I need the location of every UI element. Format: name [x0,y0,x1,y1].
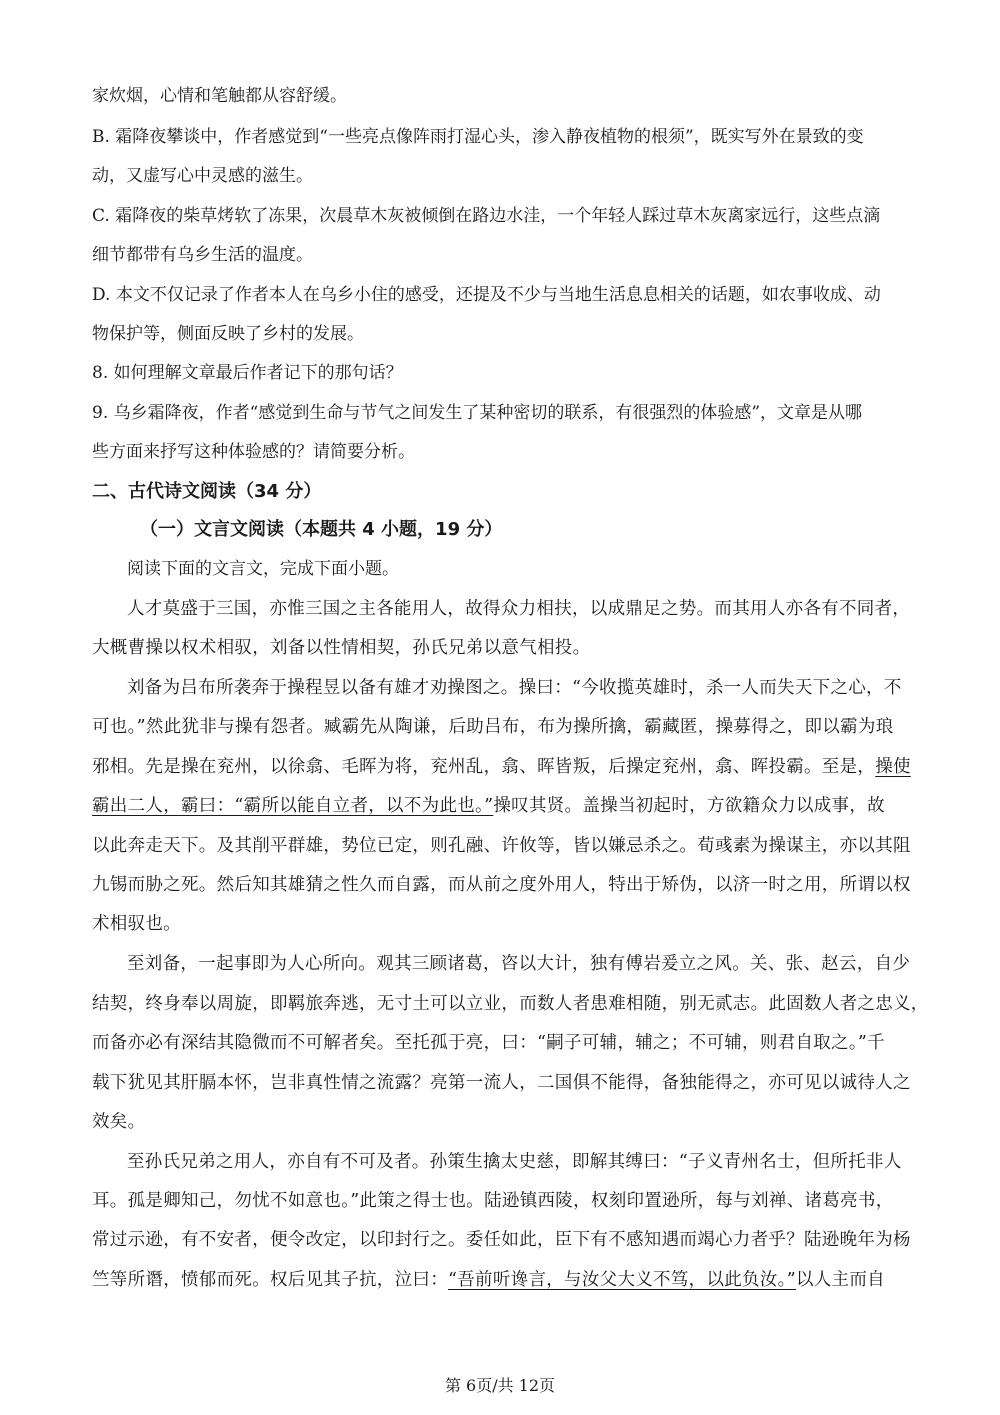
option-c: C. 霜降夜的柴草烤软了冻果，次晨草木灰被倾倒在路边水洼，一个年轻人踩过草木灰离家远行，这些点滴 [92,206,881,226]
option-b: B. 霜降夜攀谈中，作者感觉到“一些亮点像阵雨打湿心头，渗入静夜植物的根须”，既实写外在景致的变 [92,127,864,147]
passage-line: 耳。孤是卿知己，勿忧不如意也。”此策之得士也。陆逊镇西陵，权刻印置逊所，每与刘禅、诸葛亮书， [92,1191,894,1211]
passage-text: 以人主而自 [795,1270,885,1290]
passage-line: 至刘备，一起事即为人心所向。观其三顾诸葛，咨以大计，独有傅岩爰立之风。关、张、赵云，自少 [127,954,911,974]
passage-text: 邪相。先是操在兖州，以徐翕、毛晖为将，兖州乱，翕、晖皆叛，后操定兖州，翕、晖投霸。至是， [92,757,876,777]
option-c-continuation: 细节都带有乌乡生活的温度。 [92,245,313,265]
passage-text: 操叹其贤。盖操当初起时，方欲籍众力以成事，故 [493,796,885,816]
option-b-continuation: 动，又虚写心中灵感的滋生。 [92,166,313,186]
section-subtitle: （一）文言文阅读（本题共 4 小题，19 分） [140,519,503,540]
page-number: 第 6页/共 12页 [444,1376,556,1395]
passage-line: 而备亦必有深结其隐微而不可解者矣。至托孤于亮，曰：“嗣子可辅，辅之；不可辅，则君自取之。”千 [92,1033,885,1053]
underlined-sentence: 操使 [875,757,911,777]
passage-line: 大概曹操以权术相驭，刘备以性情相契，孙氏兄弟以意气相投。 [92,638,591,658]
question-9-continuation: 些方面来抒写这种体验感的？请简要分析。 [92,442,415,462]
passage-text: 竺等所谮，愤郁而死。权后见其子抗，泣曰： [92,1270,448,1290]
passage-line: 九锡而胁之死。然后知其雄猜之性久而自露，而从前之度外用人，特出于矫伪，以济一时之用，所谓以权 [92,875,911,895]
question-8: 8. 如何理解文章最后作者记下的那句话？ [92,363,403,383]
underlined-sentence: 霸出二人，霸曰：“霸所以能自立者，以不为此也。” [92,796,494,816]
passage-line [92,755,911,779]
option-d: D. 本文不仅记录了作者本人在乌乡小住的感受，还提及不少与当地生活息息相关的话题，如农事收成、动 [92,285,881,305]
passage-line [92,794,885,818]
passage-line: 效矣。 [92,1112,146,1132]
passage-line: 术相驭也。 [92,914,181,934]
section-title: 二、古代诗文阅读（34 分） [92,481,322,502]
passage-line: 至孙氏兄弟之用人，亦自有不可及者。孙策生擒太史慈，即解其缚曰：“子义青州名士，但所托非人 [127,1152,902,1172]
passage-line: 刘备为吕布所袭奔于操程昱以备有雄才劝操图之。操曰：“今收揽英雄时，杀一人而失天下之心，不 [127,678,902,698]
passage-line: 以此奔走天下。及其削平群雄，势位已定，则孔融、许攸等，皆以嫌忌杀之。荀彧素为操谋主，亦以其阻 [92,836,911,856]
passage-line: 结契，终身奉以周旋，即羁旅奔逃，无寸土可以立业，而数人者患难相随，别无贰志。此固数人者之忠义， [92,994,929,1014]
passage-line [92,1268,885,1292]
option-d-continuation: 物保护等，侧面反映了乡村的发展。 [92,324,364,344]
section-instruction: 阅读下面的文言文，完成下面小题。 [127,559,399,579]
passage-line: 载下犹见其肝膈本怀，岂非真性情之流露？亮第一流人，二国俱不能得，备独能得之，亦可见以诚待人之 [92,1073,911,1093]
underlined-sentence: “吾前听谗言，与汝父大义不笃，以此负汝。” [448,1270,796,1290]
passage-line: 人才莫盛于三国，亦惟三国之主各能用人，故得众力相扶，以成鼎足之势。而其用人亦各有不同者， [127,599,911,619]
question-9: 9. 乌乡霜降夜，作者“感觉到生命与节气之间发生了某种密切的联系，有很强烈的体验感”，文章是从哪 [92,403,863,423]
passage-line: 常过示逊，有不安者，便令改定，以印封行之。委任如此，臣下有不感知遇而竭心力者乎？陆逊晚年为杨 [92,1230,911,1250]
passage-line: 可也。”然此犹非与操有怨者。臧霸先从陶谦，后助吕布，布为操所擒，霸藏匿，操募得之，即以霸为琅 [92,717,894,737]
option-a-continuation: 家炊烟，心情和笔触都从容舒缓。 [92,86,347,106]
